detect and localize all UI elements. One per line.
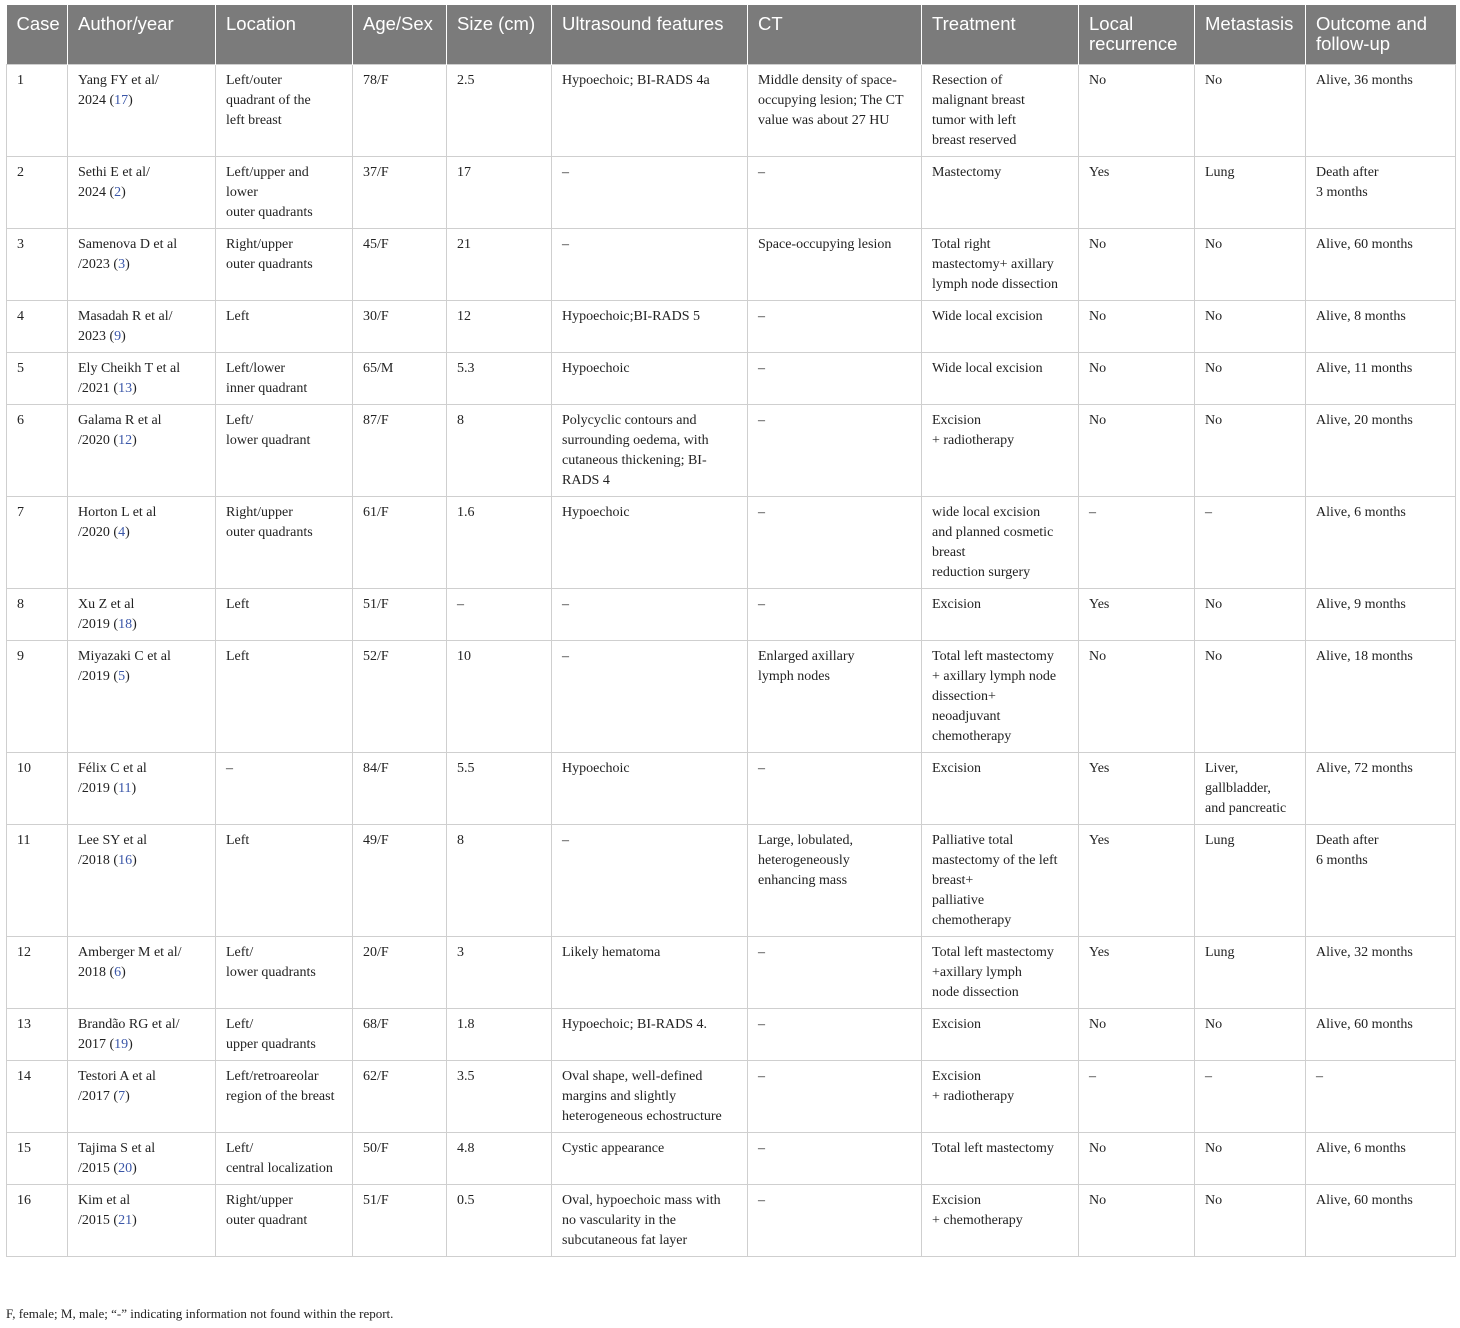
author-text-end: ): [132, 1213, 137, 1228]
cell-size: 2.5: [447, 65, 552, 157]
cell-author-year: [68, 1009, 216, 1061]
reference-link[interactable]: 19: [114, 1037, 129, 1052]
cell-location: Left: [216, 825, 353, 937]
cell-size: 5.3: [447, 353, 552, 405]
cell-metastasis: No: [1195, 229, 1306, 301]
header-row: [7, 5, 1456, 65]
cell-treatment: Excision + radiotherapy: [922, 405, 1079, 497]
cell-ct: –: [748, 1009, 922, 1061]
cell-ct: Large, lobulated, heterogeneously enhancing mass: [748, 825, 922, 937]
cell-ct: –: [748, 353, 922, 405]
cell-ultrasound: –: [552, 641, 748, 753]
cell-local-recurrence: No: [1079, 353, 1195, 405]
cell-treatment: Wide local excision: [922, 353, 1079, 405]
cell-author-year: [68, 1185, 216, 1257]
cell-ct: Enlarged axillary lymph nodes: [748, 641, 922, 753]
cell-location: Left/ upper quadrants: [216, 1009, 353, 1061]
reference-link[interactable]: 17: [114, 93, 129, 108]
cell-outcome: Alive, 20 months: [1306, 405, 1456, 497]
cell-ct: Middle density of space- occupying lesion; The CT value was about 27 HU: [748, 65, 922, 157]
cell-location: Right/upper outer quadrant: [216, 1185, 353, 1257]
cell-author-year: [68, 825, 216, 937]
author-text-end: ): [132, 617, 137, 632]
cell-case: 7: [7, 497, 68, 589]
cell-size: 21: [447, 229, 552, 301]
table-row: [7, 353, 1456, 405]
cell-ct: –: [748, 937, 922, 1009]
cell-treatment: Palliative total mastectomy of the left breast+ palliative chemotherapy: [922, 825, 1079, 937]
cell-age-sex: 51/F: [353, 589, 447, 641]
author-text: Brandão RG et al/ 2017 (: [78, 1017, 180, 1052]
cell-metastasis: No: [1195, 301, 1306, 353]
reference-link[interactable]: 13: [118, 381, 133, 396]
cell-case: 3: [7, 229, 68, 301]
cell-treatment: wide local excision and planned cosmetic breast reduction surgery: [922, 497, 1079, 589]
header-ultrasound: Ultrasound features: [552, 5, 748, 65]
author-text: Masadah R et al/ 2023 (: [78, 309, 173, 344]
table-row: [7, 753, 1456, 825]
table-row: [7, 1061, 1456, 1133]
reference-link[interactable]: 16: [118, 853, 133, 868]
cell-local-recurrence: No: [1079, 229, 1195, 301]
cell-outcome: Alive, 36 months: [1306, 65, 1456, 157]
cell-location: Right/upper outer quadrants: [216, 497, 353, 589]
cell-age-sex: 68/F: [353, 1009, 447, 1061]
reference-link[interactable]: 6: [114, 965, 122, 980]
cell-case: 1: [7, 65, 68, 157]
cell-ultrasound: Polycyclic contours and surrounding oedema, with cutaneous thickening; BI- RADS 4: [552, 405, 748, 497]
author-text-end: ): [121, 329, 126, 344]
cell-size: 8: [447, 825, 552, 937]
cell-local-recurrence: –: [1079, 1061, 1195, 1133]
cell-size: 10: [447, 641, 552, 753]
author-text: Sethi E et al/ 2024 (: [78, 165, 150, 200]
table-container: [6, 5, 1455, 1257]
table-row: [7, 405, 1456, 497]
reference-link[interactable]: 18: [118, 617, 133, 632]
cell-author-year: [68, 65, 216, 157]
table-row: [7, 1009, 1456, 1061]
reference-link[interactable]: 3: [118, 257, 126, 272]
author-text-end: ): [132, 853, 137, 868]
cell-author-year: [68, 1061, 216, 1133]
cell-outcome: Alive, 18 months: [1306, 641, 1456, 753]
author-text-end: ): [132, 1161, 137, 1176]
reference-link[interactable]: 7: [118, 1089, 126, 1104]
cell-author-year: [68, 641, 216, 753]
cell-case: 11: [7, 825, 68, 937]
cell-local-recurrence: Yes: [1079, 157, 1195, 229]
cell-treatment: Resection of malignant breast tumor with left breast reserved: [922, 65, 1079, 157]
cell-author-year: [68, 497, 216, 589]
cell-size: 1.8: [447, 1009, 552, 1061]
cell-author-year: [68, 157, 216, 229]
cell-metastasis: No: [1195, 641, 1306, 753]
cell-age-sex: 45/F: [353, 229, 447, 301]
cell-location: Left: [216, 589, 353, 641]
cell-local-recurrence: Yes: [1079, 753, 1195, 825]
cell-outcome: Alive, 9 months: [1306, 589, 1456, 641]
author-text: Samenova D et al /2023 (: [78, 237, 178, 272]
cell-location: Left/upper and lower outer quadrants: [216, 157, 353, 229]
header-treatment: Treatment: [922, 5, 1079, 65]
cell-ct: –: [748, 497, 922, 589]
author-text-end: ): [132, 433, 137, 448]
author-text: Tajima S et al /2015 (: [78, 1141, 156, 1176]
cell-case: 10: [7, 753, 68, 825]
cell-treatment: Total left mastectomy: [922, 1133, 1079, 1185]
cell-outcome: Alive, 72 months: [1306, 753, 1456, 825]
cell-age-sex: 84/F: [353, 753, 447, 825]
cell-outcome: Alive, 6 months: [1306, 497, 1456, 589]
cell-ct: –: [748, 301, 922, 353]
reference-link[interactable]: 2: [114, 185, 122, 200]
author-text: Lee SY et al /2018 (: [78, 833, 148, 868]
header-age-sex: Age/Sex: [353, 5, 447, 65]
cell-size: 0.5: [447, 1185, 552, 1257]
cell-case: 2: [7, 157, 68, 229]
cell-ultrasound: Oval, hypoechoic mass with no vascularity in the subcutaneous fat layer: [552, 1185, 748, 1257]
table-row: [7, 937, 1456, 1009]
author-text-end: ): [121, 965, 126, 980]
table-row: [7, 825, 1456, 937]
cell-location: Left/ lower quadrants: [216, 937, 353, 1009]
cell-case: 14: [7, 1061, 68, 1133]
cell-treatment: Total left mastectomy +axillary lymph node dissection: [922, 937, 1079, 1009]
cell-metastasis: No: [1195, 353, 1306, 405]
cell-case: 13: [7, 1009, 68, 1061]
header-size: Size (cm): [447, 5, 552, 65]
cell-ultrasound: Likely hematoma: [552, 937, 748, 1009]
cell-local-recurrence: Yes: [1079, 825, 1195, 937]
cell-local-recurrence: No: [1079, 405, 1195, 497]
cell-treatment: Excision + radiotherapy: [922, 1061, 1079, 1133]
cell-local-recurrence: No: [1079, 1133, 1195, 1185]
cell-case: 8: [7, 589, 68, 641]
cell-age-sex: 87/F: [353, 405, 447, 497]
cell-author-year: [68, 589, 216, 641]
cell-metastasis: No: [1195, 1133, 1306, 1185]
cell-metastasis: –: [1195, 497, 1306, 589]
cell-location: Left/outer quadrant of the left breast: [216, 65, 353, 157]
cell-ct: –: [748, 157, 922, 229]
cell-local-recurrence: No: [1079, 1009, 1195, 1061]
cell-outcome: Alive, 11 months: [1306, 353, 1456, 405]
cell-outcome: Alive, 60 months: [1306, 1185, 1456, 1257]
cell-age-sex: 52/F: [353, 641, 447, 753]
cell-size: 8: [447, 405, 552, 497]
header-location: Location: [216, 5, 353, 65]
cell-metastasis: No: [1195, 65, 1306, 157]
cell-location: Left: [216, 301, 353, 353]
cell-author-year: [68, 1133, 216, 1185]
cell-local-recurrence: –: [1079, 497, 1195, 589]
header-case: Case: [7, 5, 68, 65]
cell-treatment: Mastectomy: [922, 157, 1079, 229]
cell-outcome: Alive, 8 months: [1306, 301, 1456, 353]
author-text-end: ): [125, 1089, 130, 1104]
table-row: [7, 641, 1456, 753]
author-text-end: ): [132, 381, 137, 396]
cell-size: 17: [447, 157, 552, 229]
cell-local-recurrence: No: [1079, 1185, 1195, 1257]
cell-location: Left/retroareolar region of the breast: [216, 1061, 353, 1133]
cell-case: 9: [7, 641, 68, 753]
cell-size: 4.8: [447, 1133, 552, 1185]
cell-size: 1.6: [447, 497, 552, 589]
author-text: Testori A et al /2017 (: [78, 1069, 156, 1104]
cell-size: –: [447, 589, 552, 641]
cell-case: 16: [7, 1185, 68, 1257]
cell-ct: Space-occupying lesion: [748, 229, 922, 301]
table-row: [7, 1133, 1456, 1185]
header-metastasis: Metastasis: [1195, 5, 1306, 65]
author-text: Horton L et al /2020 (: [78, 505, 157, 540]
author-text: Ely Cheikh T et al /2021 (: [78, 361, 181, 396]
cell-ct: –: [748, 1061, 922, 1133]
cell-outcome: –: [1306, 1061, 1456, 1133]
cell-location: Left/lower inner quadrant: [216, 353, 353, 405]
author-text-end: ): [121, 185, 126, 200]
cell-ultrasound: Oval shape, well-defined margins and slightly heterogeneous echostructure: [552, 1061, 748, 1133]
reference-link[interactable]: 12: [118, 433, 133, 448]
reference-link[interactable]: 20: [118, 1161, 133, 1176]
cell-author-year: [68, 301, 216, 353]
cell-location: Left: [216, 641, 353, 753]
cell-metastasis: Liver, gallbladder, and pancreatic: [1195, 753, 1306, 825]
cell-size: 3: [447, 937, 552, 1009]
table-row: [7, 157, 1456, 229]
cell-size: 5.5: [447, 753, 552, 825]
cell-metastasis: Lung: [1195, 157, 1306, 229]
author-text: Xu Z et al /2019 (: [78, 597, 135, 632]
cell-treatment: Total right mastectomy+ axillary lymph node dissection: [922, 229, 1079, 301]
cell-ultrasound: Hypoechoic;BI-RADS 5: [552, 301, 748, 353]
cell-age-sex: 51/F: [353, 1185, 447, 1257]
cell-location: Right/upper outer quadrants: [216, 229, 353, 301]
cell-author-year: [68, 937, 216, 1009]
header-author-year: Author/year: [68, 5, 216, 65]
cell-ct: –: [748, 753, 922, 825]
cell-author-year: [68, 353, 216, 405]
table-row: [7, 589, 1456, 641]
cell-ultrasound: –: [552, 229, 748, 301]
reference-link[interactable]: 4: [118, 525, 126, 540]
cell-treatment: Excision: [922, 1009, 1079, 1061]
cell-local-recurrence: Yes: [1079, 589, 1195, 641]
author-text: Miyazaki C et al /2019 (: [78, 649, 171, 684]
cell-age-sex: 62/F: [353, 1061, 447, 1133]
cell-treatment: Wide local excision: [922, 301, 1079, 353]
cell-age-sex: 50/F: [353, 1133, 447, 1185]
cell-local-recurrence: No: [1079, 641, 1195, 753]
cell-ultrasound: Hypoechoic; BI-RADS 4a: [552, 65, 748, 157]
cell-metastasis: Lung: [1195, 937, 1306, 1009]
case-table: [6, 5, 1456, 1257]
reference-link[interactable]: 5: [118, 669, 126, 684]
cell-treatment: Total left mastectomy + axillary lymph node dissection+ neoadjuvant chemotherapy: [922, 641, 1079, 753]
cell-metastasis: No: [1195, 405, 1306, 497]
cell-location: –: [216, 753, 353, 825]
author-text: Amberger M et al/ 2018 (: [78, 945, 182, 980]
cell-age-sex: 78/F: [353, 65, 447, 157]
author-text-end: ): [131, 781, 137, 796]
cell-ct: –: [748, 589, 922, 641]
author-text: Félix C et al /2019 (: [78, 761, 147, 796]
cell-metastasis: –: [1195, 1061, 1306, 1133]
cell-case: 5: [7, 353, 68, 405]
cell-ct: –: [748, 1133, 922, 1185]
cell-outcome: Death after 6 months: [1306, 825, 1456, 937]
cell-ct: –: [748, 1185, 922, 1257]
cell-ultrasound: –: [552, 157, 748, 229]
author-text: Yang FY et al/ 2024 (: [78, 73, 159, 108]
cell-size: 3.5: [447, 1061, 552, 1133]
cell-metastasis: No: [1195, 1185, 1306, 1257]
cell-ultrasound: –: [552, 825, 748, 937]
header-local-recurrence: Local recurrence: [1079, 5, 1195, 65]
table-header: [7, 5, 1456, 65]
cell-age-sex: 61/F: [353, 497, 447, 589]
cell-treatment: Excision: [922, 589, 1079, 641]
table-row: [7, 497, 1456, 589]
cell-treatment: Excision: [922, 753, 1079, 825]
cell-author-year: [68, 753, 216, 825]
cell-ct: –: [748, 405, 922, 497]
reference-link[interactable]: 11: [118, 781, 132, 796]
author-text-end: ): [125, 257, 130, 272]
cell-location: Left/ central localization: [216, 1133, 353, 1185]
cell-ultrasound: Cystic appearance: [552, 1133, 748, 1185]
table-row: [7, 65, 1456, 157]
cell-case: 15: [7, 1133, 68, 1185]
author-text-end: ): [125, 525, 130, 540]
author-text-end: ): [128, 1037, 133, 1052]
cell-ultrasound: Hypoechoic: [552, 497, 748, 589]
cell-metastasis: No: [1195, 1009, 1306, 1061]
cell-metastasis: Lung: [1195, 825, 1306, 937]
cell-case: 4: [7, 301, 68, 353]
cell-author-year: [68, 405, 216, 497]
cell-location: Left/ lower quadrant: [216, 405, 353, 497]
cell-outcome: Death after 3 months: [1306, 157, 1456, 229]
cell-outcome: Alive, 60 months: [1306, 229, 1456, 301]
cell-age-sex: 20/F: [353, 937, 447, 1009]
cell-outcome: Alive, 32 months: [1306, 937, 1456, 1009]
cell-case: 6: [7, 405, 68, 497]
cell-metastasis: No: [1195, 589, 1306, 641]
cell-local-recurrence: No: [1079, 301, 1195, 353]
author-text: Galama R et al /2020 (: [78, 413, 162, 448]
table-footnote: F, female; M, male; “-” indicating information not found within the report.: [6, 1306, 394, 1321]
cell-ultrasound: Hypoechoic: [552, 353, 748, 405]
cell-outcome: Alive, 6 months: [1306, 1133, 1456, 1185]
header-outcome: Outcome and follow-up: [1306, 5, 1456, 65]
author-text-end: ): [128, 93, 133, 108]
reference-link[interactable]: 21: [118, 1213, 133, 1228]
cell-age-sex: 37/F: [353, 157, 447, 229]
cell-age-sex: 65/M: [353, 353, 447, 405]
cell-case: 12: [7, 937, 68, 1009]
cell-age-sex: 49/F: [353, 825, 447, 937]
cell-ultrasound: Hypoechoic: [552, 753, 748, 825]
header-ct: CT: [748, 5, 922, 65]
table-row: [7, 1185, 1456, 1257]
table-row: [7, 301, 1456, 353]
author-text: Kim et al /2015 (: [78, 1193, 131, 1228]
cell-local-recurrence: Yes: [1079, 937, 1195, 1009]
table-row: [7, 229, 1456, 301]
reference-link[interactable]: 9: [114, 329, 122, 344]
table-body: [7, 65, 1456, 1257]
cell-outcome: Alive, 60 months: [1306, 1009, 1456, 1061]
cell-age-sex: 30/F: [353, 301, 447, 353]
cell-ultrasound: –: [552, 589, 748, 641]
cell-treatment: Excision + chemotherapy: [922, 1185, 1079, 1257]
cell-author-year: [68, 229, 216, 301]
cell-size: 12: [447, 301, 552, 353]
cell-local-recurrence: No: [1079, 65, 1195, 157]
cell-ultrasound: Hypoechoic; BI-RADS 4.: [552, 1009, 748, 1061]
author-text-end: ): [125, 669, 130, 684]
